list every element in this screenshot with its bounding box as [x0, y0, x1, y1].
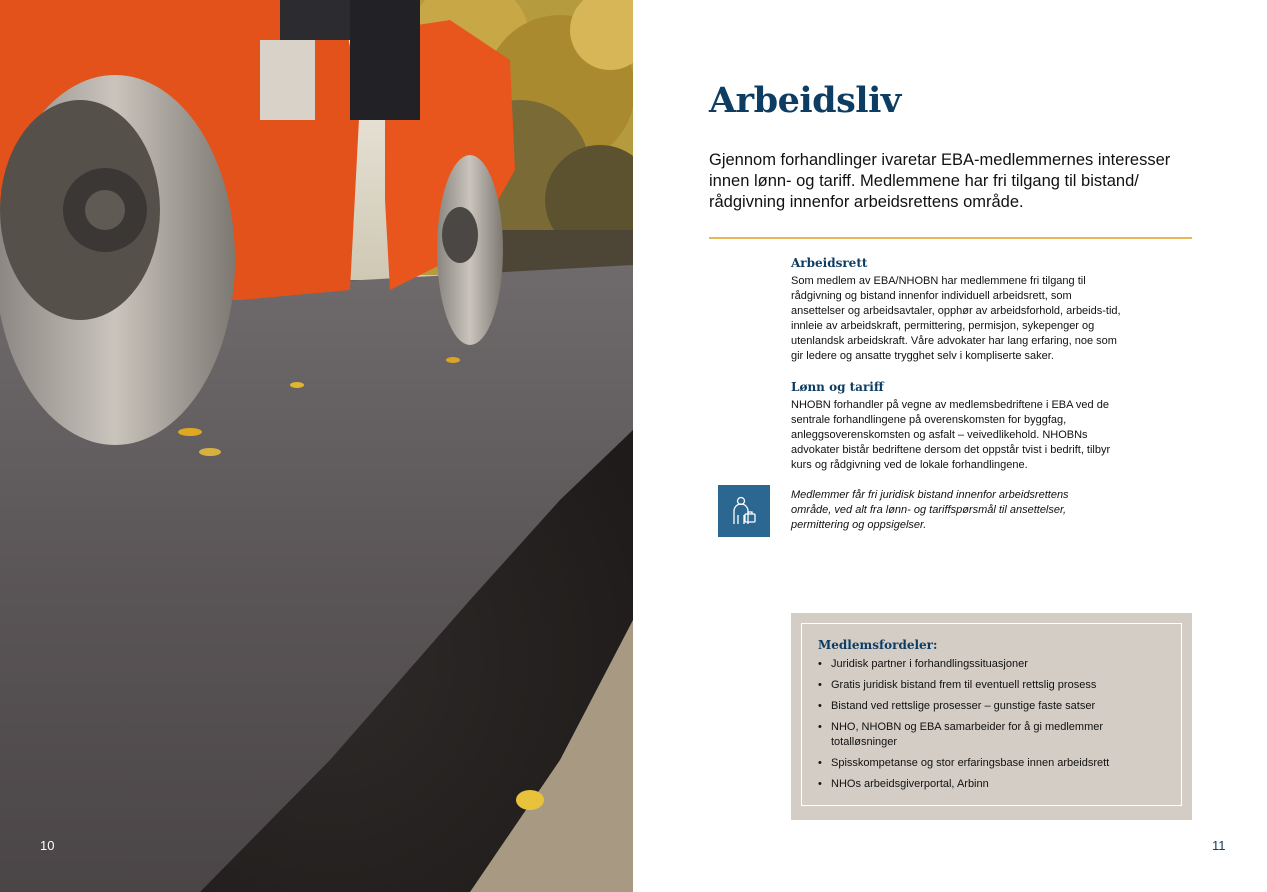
page-title: Arbeidsliv	[709, 80, 901, 121]
section-body: NHOBN forhandler på vegne av medlemsbedriftene i EBA ved de sentrale forhandlingene på overenskomsten for byggfag, anleggsoverenskomsten og asfalt – veivedlikehold. NHOBNs advokater bistår bedriftene dersom det oppstår tvist i bedrift, tilbyr kurs og rådgivning ved de lokale forhandlingene.	[791, 399, 1111, 471]
benefits-inner-frame	[801, 623, 1182, 806]
intro-paragraph: Gjennom forhandlinger ivaretar EBA-medlemmernes interesser innen lønn- og tariff. Medlemmene har fri tilgang til bistand/ rådgivning innenfor arbeidsrettens område.	[709, 151, 1171, 211]
benefit-item: • Bistand ved rettslige prosesser – gunstige faste satser	[818, 699, 1165, 714]
person-briefcase-icon	[718, 485, 770, 537]
divider-rule	[709, 237, 1192, 239]
right-page	[633, 0, 1267, 892]
page-number-left: 10	[40, 838, 55, 853]
benefits-box	[791, 613, 1192, 820]
section-arbeidsrett	[791, 256, 1121, 364]
left-page	[0, 0, 633, 892]
section-heading: Arbeidsrett	[791, 256, 868, 270]
benefits-list	[818, 657, 1165, 792]
quote-text: Medlemmer får fri juridisk bistand innenfor arbeidsrettens område, ved alt fra lønn- og tariffspørsmål til ansettelser, permittering og oppsigelser.	[791, 489, 1069, 531]
benefit-item: • Juridisk partner i forhandlingssituasjoner	[818, 657, 1165, 672]
benefits-heading: Medlemsfordeler:	[818, 638, 938, 652]
benefit-item: • NHOs arbeidsgiverportal, Arbinn	[818, 777, 1165, 792]
road-roller-photo	[0, 0, 633, 892]
benefit-item: • Gratis juridisk bistand frem til eventuell rettslig prosess	[818, 678, 1165, 693]
page-number-right: 11	[1212, 838, 1226, 853]
section-heading: Lønn og tariff	[791, 380, 884, 394]
section-body: Som medlem av EBA/NHOBN har medlemmene fri tilgang til rådgivning og bistand innenfor individuell arbeidsrett, som ansettelser og arbeidsavtaler, opphør av arbeidsforhold, arbeids-tid, innleie av arbeidskraft, permittering, permisjon, sykepenger og utenlandsk arbeidskraft. Våre advokater har lang erfaring, noe som gir ledere og ansatte trygghet selv i kompliserte saker.	[791, 275, 1121, 362]
benefit-item: • NHO, NHOBN og EBA samarbeider for å gi medlemmer totalløsninger	[818, 720, 1165, 750]
benefit-item: • Spisskompetanse og stor erfaringsbase innen arbeidsrett	[818, 756, 1165, 771]
section-lonn-og-tariff	[791, 380, 1121, 473]
